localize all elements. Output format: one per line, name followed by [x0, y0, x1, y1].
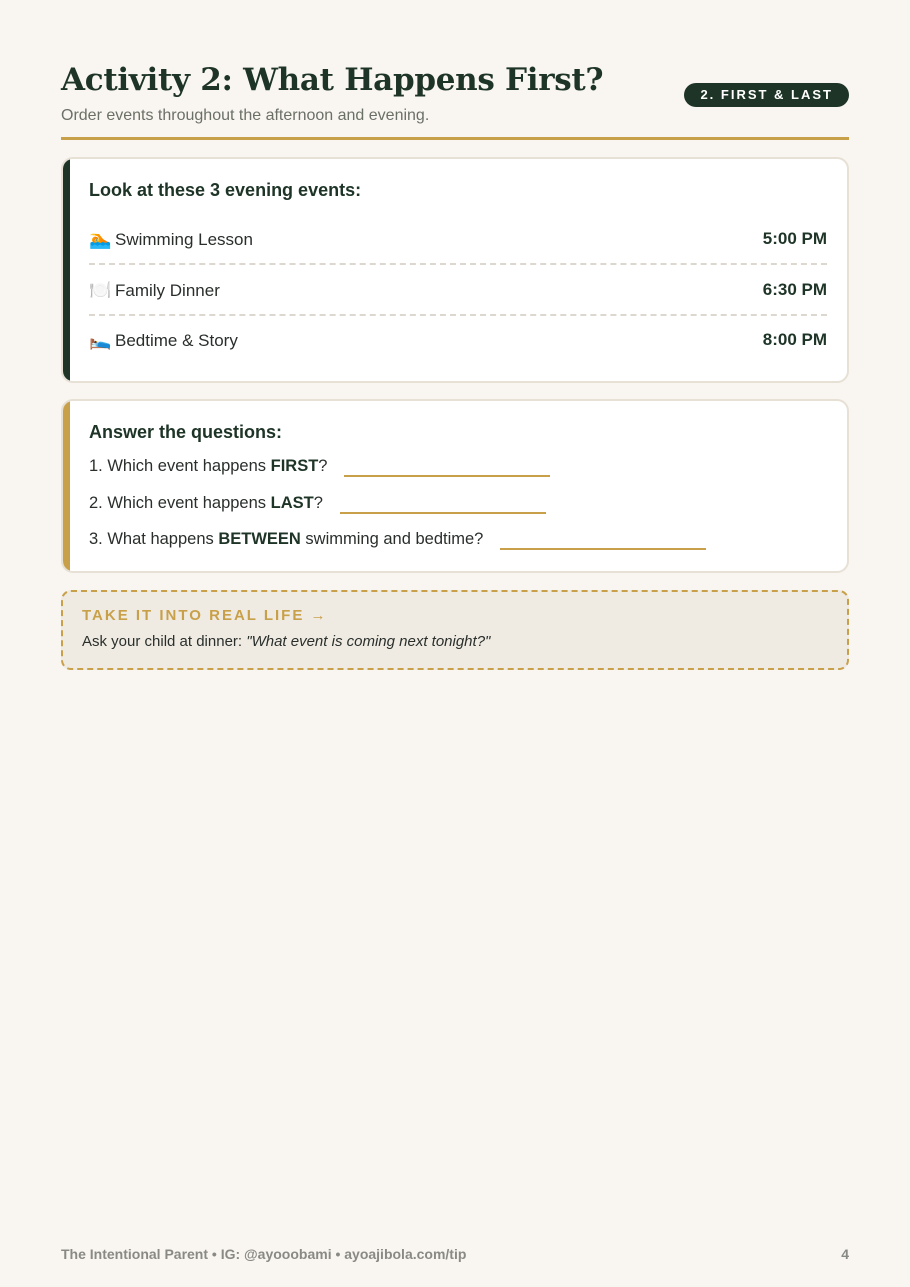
- worksheet-page: [61, 0, 849, 650]
- footer-credit: The Intentional Parent • IG: @ayooobami • ayoajibola.com/tip: [61, 1246, 467, 1262]
- tip-title: TAKE IT INTO REAL LIFE →: [82, 607, 328, 624]
- tip-text: [82, 633, 490, 650]
- card-accent-bar: [63, 401, 70, 571]
- real-life-tip: [61, 590, 849, 670]
- event-time: 5:00 PM: [762, 229, 827, 248]
- events-heading: Look at these 3 evening events:: [89, 180, 362, 200]
- event-name: Swimming Lesson: [115, 230, 253, 249]
- question-2: [89, 494, 546, 514]
- event-row: [89, 213, 827, 265]
- question-1: [89, 457, 550, 477]
- question-keyword: FIRST: [270, 457, 319, 475]
- event-time: 6:30 PM: [762, 280, 827, 299]
- question-text: swimming and bedtime?: [300, 530, 484, 548]
- questions-heading: Answer the questions:: [89, 422, 283, 442]
- bed-icon: 🛌: [89, 330, 112, 350]
- event-name: Family Dinner: [115, 281, 220, 300]
- section-badge: 2. FIRST & LAST: [684, 83, 849, 107]
- question-text: 3. What happens: [89, 530, 219, 548]
- answer-line[interactable]: [500, 548, 706, 550]
- question-text: 1. Which event happens: [89, 457, 271, 475]
- card-accent-bar: [63, 159, 70, 381]
- swimmer-icon: 🏊: [89, 229, 112, 249]
- page-subtitle: Order events throughout the afternoon and evening.: [61, 107, 430, 124]
- page-title: Activity 2: What Happens First?: [61, 62, 604, 98]
- event-row: [89, 264, 827, 316]
- question-text: ?: [313, 494, 323, 512]
- questions-card: [61, 399, 849, 573]
- events-card: [61, 157, 849, 383]
- answer-line[interactable]: [344, 475, 550, 477]
- event-row: [89, 314, 827, 364]
- question-3: [89, 530, 706, 550]
- question-text: 2. Which event happens: [89, 494, 271, 512]
- question-keyword: LAST: [270, 494, 314, 512]
- page-header: [61, 0, 849, 140]
- answer-line[interactable]: [340, 512, 546, 514]
- page-number: 4: [841, 1246, 849, 1262]
- tip-lead: Ask your child at dinner:: [82, 633, 247, 650]
- plate-icon: 🍽️: [89, 280, 112, 300]
- question-keyword: BETWEEN: [218, 530, 301, 548]
- event-name: Bedtime & Story: [115, 331, 238, 350]
- event-time: 8:00 PM: [762, 330, 827, 349]
- question-text: ?: [318, 457, 328, 475]
- tip-quote: "What event is coming next tonight?": [246, 633, 491, 650]
